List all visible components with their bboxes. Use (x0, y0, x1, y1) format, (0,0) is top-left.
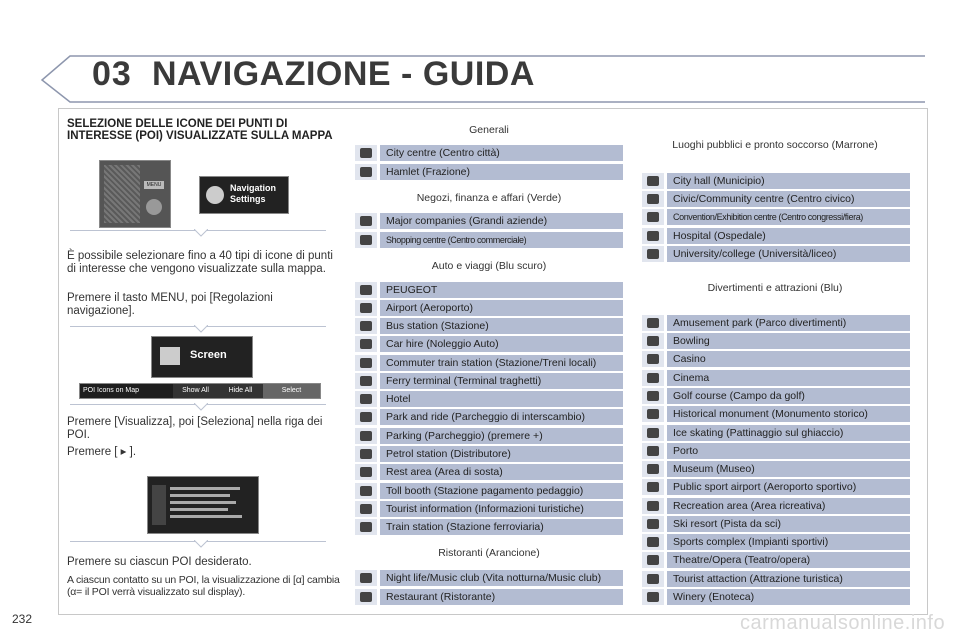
poi-item: Night life/Music club (Vita notturna/Music club) (355, 570, 623, 586)
chevron-down-icon (194, 540, 208, 548)
poi-icon (642, 552, 664, 568)
poi-item: Park and ride (Parcheggio di interscambio) (355, 409, 623, 425)
category-title-luoghi: Luoghi pubblici e pronto soccorso (Marrone) (672, 139, 878, 151)
poi-item: Porto (642, 443, 910, 459)
poi-item: Civic/Community centre (Centro civico) (642, 191, 910, 207)
poi-item: Winery (Enoteca) (642, 589, 910, 605)
poi-item: Golf course (Campo da golf) (642, 388, 910, 404)
poi-item: Major companies (Grandi aziende) (355, 213, 623, 229)
poi-icon (642, 498, 664, 514)
poi-icon (642, 425, 664, 441)
navigation-settings-label: Navigation Settings (230, 183, 277, 204)
poi-item: Hotel (355, 391, 623, 407)
chevron-down-icon (194, 403, 208, 411)
tab-select: Select (263, 384, 320, 398)
paragraph-toggle: A ciascun contatto su un POI, la visualizzazione di [α] cambia (α= il POI verrà visualizzato sul display). (67, 574, 340, 598)
poi-icon (642, 589, 664, 605)
poi-icon (642, 571, 664, 587)
chapter-number: 03 (92, 55, 132, 93)
watermark: carmanualsonline.info (740, 612, 946, 634)
poi-item: Historical monument (Monumento storico) (642, 406, 910, 422)
gear-icon (206, 186, 224, 204)
poi-item: City centre (Centro città) (355, 145, 623, 161)
poi-icon (355, 589, 377, 605)
poi-icon (355, 428, 377, 444)
chapter-title: NAVIGAZIONE - GUIDA (152, 55, 535, 93)
poi-item: Parking (Parcheggio) (premere +) (355, 428, 623, 444)
poi-icon (355, 483, 377, 499)
poi-icon (642, 479, 664, 495)
poi-item: Recreation area (Area ricreativa) (642, 498, 910, 514)
category-title-auto: Auto e viaggi (Blu scuro) (431, 260, 547, 272)
poi-icon (355, 373, 377, 389)
poi-icon (355, 145, 377, 161)
poi-icon (642, 333, 664, 349)
paragraph-select: Premere [Visualizza], poi [Seleziona] nella riga dei POI. (67, 416, 323, 441)
tab-hide-all: Hide All (218, 384, 263, 398)
poi-item: City hall (Municipio) (642, 173, 910, 189)
poi-icon (642, 191, 664, 207)
poi-icon (642, 351, 664, 367)
poi-icon (355, 501, 377, 517)
poi-item: Bowling (642, 333, 910, 349)
poi-item: Car hire (Noleggio Auto) (355, 336, 623, 352)
poi-icon (355, 213, 377, 229)
poi-icon (642, 443, 664, 459)
poi-item: Rest area (Area di sosta) (355, 464, 623, 480)
poi-icon (642, 388, 664, 404)
screen-label: Screen (190, 349, 227, 361)
poi-icon (642, 209, 664, 225)
category-title-divertimenti: Divertimenti e attrazioni (Blu) (707, 282, 843, 294)
poi-icon (355, 446, 377, 462)
poi-icon (355, 318, 377, 334)
category-title-generali: Generali (469, 124, 509, 136)
paragraph-menu: Premere il tasto MENU, poi [Regolazioni navigazione]. (67, 292, 273, 317)
poi-icon (355, 409, 377, 425)
poi-item: Hamlet (Frazione) (355, 164, 623, 180)
poi-item: Cinema (642, 370, 910, 386)
poi-icon (355, 391, 377, 407)
poi-item: Casino (642, 351, 910, 367)
poi-item: Hospital (Ospedale) (642, 228, 910, 244)
poi-icon (642, 315, 664, 331)
category-title-negozi: Negozi, finanza e affari (Verde) (416, 192, 562, 204)
poi-icon (642, 246, 664, 262)
poi-icon (355, 300, 377, 316)
poi-item: Airport (Aeroporto) (355, 300, 623, 316)
screen-settings-image (151, 336, 253, 378)
poi-item: Shopping centre (Centro commerciale) (355, 232, 623, 248)
poi-icon (355, 164, 377, 180)
poi-item: Petrol station (Distributore) (355, 446, 623, 462)
poi-icon (642, 370, 664, 386)
chevron-down-icon (194, 325, 208, 333)
menu-key: MENU (144, 181, 164, 189)
poi-item: Sports complex (Impianti sportivi) (642, 534, 910, 550)
poi-item: PEUGEOT (355, 282, 623, 298)
paragraph-arrow: Premere [ ▸ ]. (67, 446, 137, 458)
radio-panel-image (99, 160, 171, 228)
poi-item: Tourist attaction (Attrazione turistica) (642, 571, 910, 587)
poi-item: Convention/Exhibition centre (Centro congressi/fiera) (642, 209, 910, 225)
tab-poi-icons: POI Icons on Map (83, 387, 140, 394)
poi-item: Public sport airport (Aeroporto sportivo) (642, 479, 910, 495)
page-number: 232 (12, 612, 33, 626)
poi-item: University/college (Università/liceo) (642, 246, 910, 262)
paragraph-press-poi: Premere su ciascun POI desiderato. (67, 556, 252, 568)
poi-icon (355, 464, 377, 480)
poi-icon (355, 570, 377, 586)
poi-item: Restaurant (Ristorante) (355, 589, 623, 605)
poi-icon (355, 336, 377, 352)
navigation-settings-image (199, 176, 289, 214)
poi-icon (355, 355, 377, 371)
section-heading: SELEZIONE DELLE ICONE DEI PUNTI DI INTERESSE (POI) VISUALIZZATE SULLA MAPPA (67, 118, 333, 142)
poi-item: Bus station (Stazione) (355, 318, 623, 334)
poi-item: Museum (Museo) (642, 461, 910, 477)
poi-icon (355, 519, 377, 535)
poi-item: Amusement park (Parco divertimenti) (642, 315, 910, 331)
poi-item: Theatre/Opera (Teatro/opera) (642, 552, 910, 568)
poi-icon (355, 232, 377, 248)
poi-icon (642, 406, 664, 422)
tab-show-all: Show All (173, 384, 218, 398)
paragraph-intro: È possibile selezionare fino a 40 tipi di icone di punti di interesse che vengono visualizzate sulla mappa. (67, 250, 333, 275)
poi-item: Ski resort (Pista da sci) (642, 516, 910, 532)
poi-icons-bar-image (79, 383, 321, 399)
poi-item: Commuter train station (Stazione/Treni locali) (355, 355, 623, 371)
poi-item: Tourist information (Informazioni turistiche) (355, 501, 623, 517)
poi-item: Ice skating (Pattinaggio sul ghiaccio) (642, 425, 910, 441)
category-title-ristoranti: Ristoranti (Arancione) (438, 547, 540, 559)
poi-list-image (147, 476, 259, 534)
poi-icon (642, 173, 664, 189)
poi-icon (642, 461, 664, 477)
poi-item: Toll booth (Stazione pagamento pedaggio) (355, 483, 623, 499)
poi-icon (642, 534, 664, 550)
chevron-down-icon (194, 229, 208, 237)
poi-icon (642, 516, 664, 532)
poi-icon (642, 228, 664, 244)
poi-item: Train station (Stazione ferroviaria) (355, 519, 623, 535)
poi-item: Ferry terminal (Terminal traghetti) (355, 373, 623, 389)
poi-icon (355, 282, 377, 298)
